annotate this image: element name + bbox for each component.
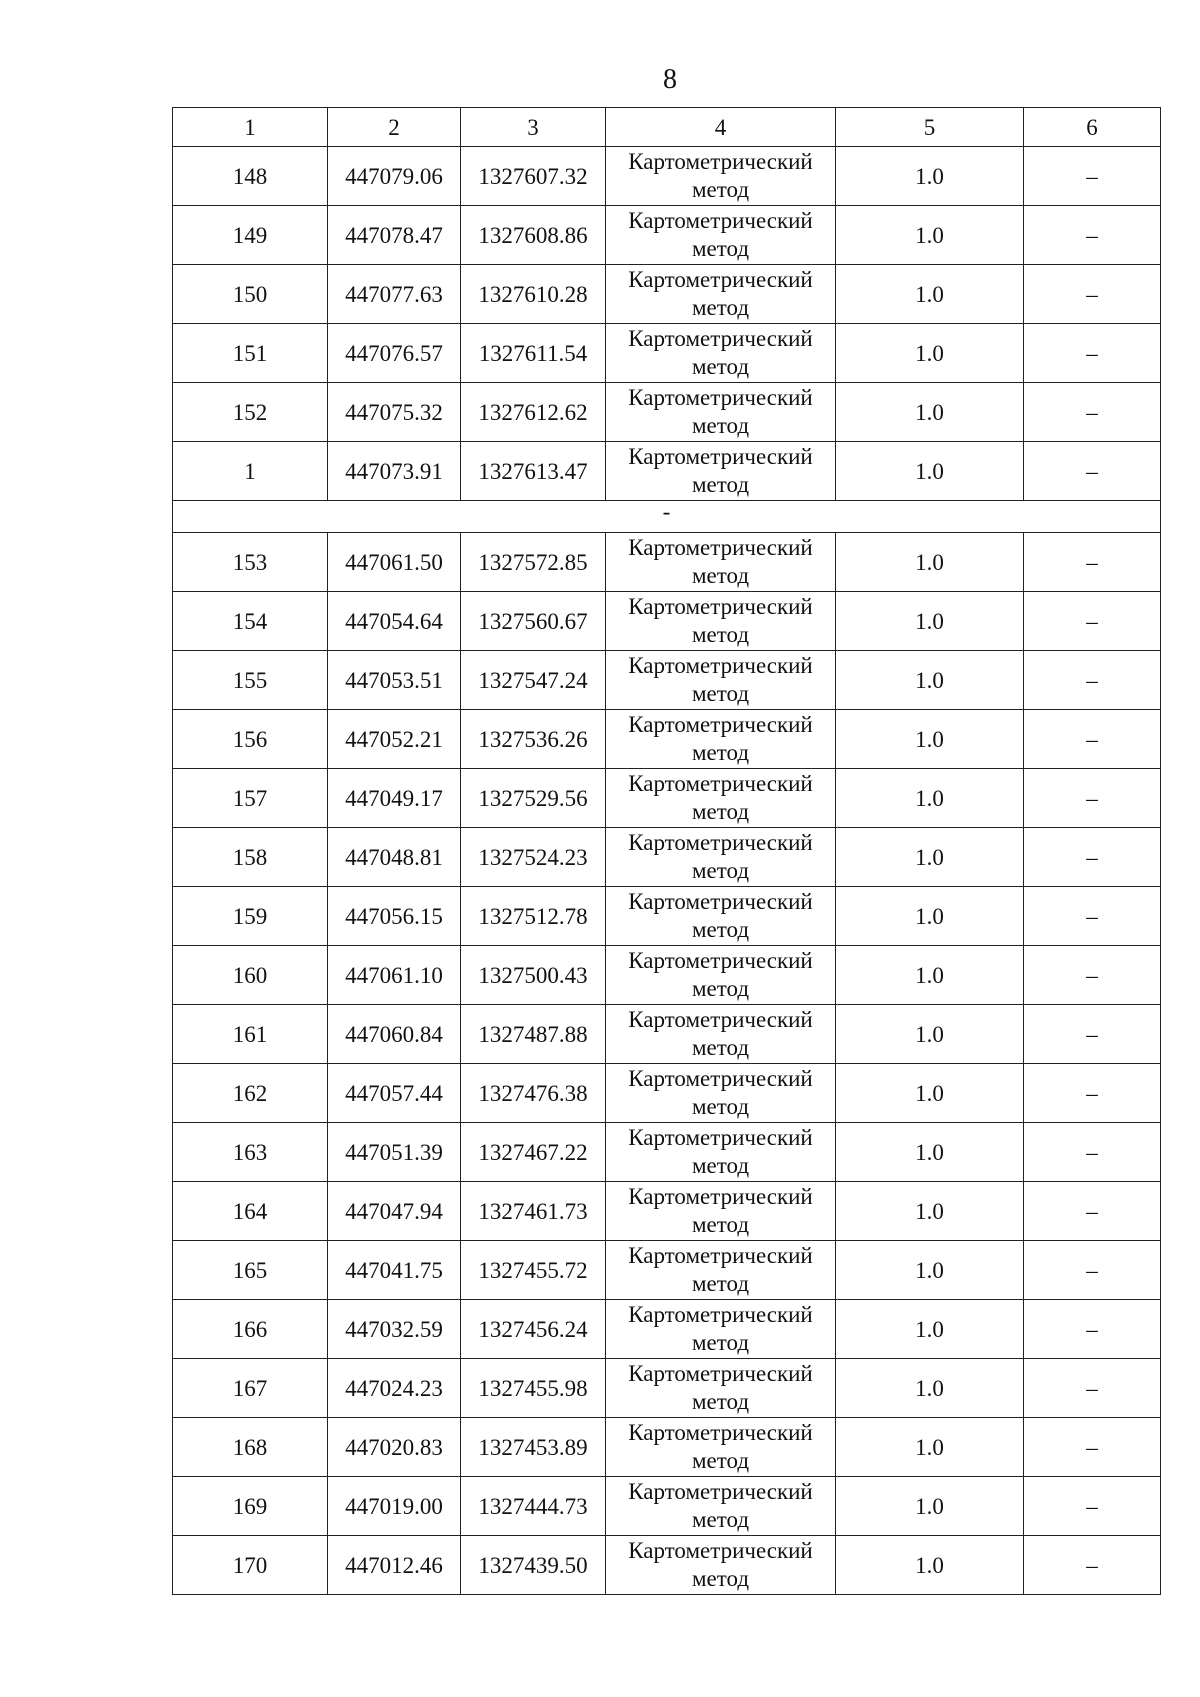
method-line-2: метод (691, 740, 750, 765)
table-row (173, 710, 1161, 769)
method-line-2: метод (691, 1212, 750, 1237)
table-row (173, 147, 1161, 206)
method-line-1: Картометрический (628, 326, 813, 351)
accuracy-cell: 1.0 (836, 946, 1024, 1005)
method-cell (606, 1123, 836, 1182)
method-cell (606, 206, 836, 265)
method-line-1: Картометрический (628, 653, 813, 678)
x-coordinate-cell: 447060.84 (328, 1005, 461, 1064)
x-coordinate-cell: 447020.83 (328, 1418, 461, 1477)
accuracy-cell: 1.0 (836, 887, 1024, 946)
method-line-2: метод (691, 1507, 750, 1532)
point-number-cell: 168 (173, 1418, 328, 1477)
table-body (173, 108, 1161, 1595)
coordinates-table (172, 107, 1161, 1595)
method-line-2: метод (691, 295, 750, 320)
y-coordinate-cell: 1327476.38 (461, 1064, 606, 1123)
method-cell (606, 1005, 836, 1064)
method-cell (606, 324, 836, 383)
x-coordinate-cell: 447054.64 (328, 592, 461, 651)
note-cell: – (1024, 651, 1161, 710)
method-line-2: метод (691, 236, 750, 261)
accuracy-cell: 1.0 (836, 1418, 1024, 1477)
method-line-2: метод (691, 622, 750, 647)
point-number-cell: 169 (173, 1477, 328, 1536)
point-number-cell: 162 (173, 1064, 328, 1123)
method-line-1: Картометрический (628, 712, 813, 737)
method-cell (606, 887, 836, 946)
header-cell-4: 4 (606, 108, 836, 147)
x-coordinate-cell: 447048.81 (328, 828, 461, 887)
method-line-1: Картометрический (628, 889, 813, 914)
table-row (173, 1300, 1161, 1359)
table-row (173, 828, 1161, 887)
point-number-cell: 160 (173, 946, 328, 1005)
y-coordinate-cell: 1327455.72 (461, 1241, 606, 1300)
x-coordinate-cell: 447078.47 (328, 206, 461, 265)
table-row (173, 887, 1161, 946)
point-number-cell: 157 (173, 769, 328, 828)
method-cell (606, 383, 836, 442)
table-row (173, 324, 1161, 383)
y-coordinate-cell: 1327500.43 (461, 946, 606, 1005)
note-cell: – (1024, 1418, 1161, 1477)
point-number-cell: 151 (173, 324, 328, 383)
point-number-cell: 153 (173, 533, 328, 592)
point-number-cell: 158 (173, 828, 328, 887)
table-row (173, 1064, 1161, 1123)
method-line-1: Картометрический (628, 267, 813, 292)
x-coordinate-cell: 447019.00 (328, 1477, 461, 1536)
separator-cell: - (173, 501, 1161, 533)
table-row (173, 265, 1161, 324)
header-cell-3: 3 (461, 108, 606, 147)
x-coordinate-cell: 447056.15 (328, 887, 461, 946)
note-cell: – (1024, 147, 1161, 206)
method-line-1: Картометрический (628, 1125, 813, 1150)
table-row (173, 1536, 1161, 1595)
method-line-2: метод (691, 858, 750, 883)
x-coordinate-cell: 447073.91 (328, 442, 461, 501)
point-number-cell: 155 (173, 651, 328, 710)
y-coordinate-cell: 1327610.28 (461, 265, 606, 324)
method-line-2: метод (691, 563, 750, 588)
method-cell (606, 1182, 836, 1241)
y-coordinate-cell: 1327461.73 (461, 1182, 606, 1241)
accuracy-cell: 1.0 (836, 1182, 1024, 1241)
x-coordinate-cell: 447061.10 (328, 946, 461, 1005)
x-coordinate-cell: 447047.94 (328, 1182, 461, 1241)
accuracy-cell: 1.0 (836, 206, 1024, 265)
point-number-cell: 165 (173, 1241, 328, 1300)
point-number-cell: 170 (173, 1536, 328, 1595)
note-cell: – (1024, 1123, 1161, 1182)
header-cell-1: 1 (173, 108, 328, 147)
method-line-2: метод (691, 1271, 750, 1296)
method-line-2: метод (691, 1448, 750, 1473)
point-number-cell: 150 (173, 265, 328, 324)
point-number-cell: 152 (173, 383, 328, 442)
note-cell: – (1024, 769, 1161, 828)
method-cell (606, 710, 836, 769)
table-row (173, 1477, 1161, 1536)
method-line-1: Картометрический (628, 444, 813, 469)
method-cell (606, 147, 836, 206)
method-line-2: метод (691, 472, 750, 497)
note-cell: – (1024, 1536, 1161, 1595)
point-number-cell: 163 (173, 1123, 328, 1182)
point-number-cell: 167 (173, 1359, 328, 1418)
point-number-cell: 1 (173, 442, 328, 501)
method-line-2: метод (691, 1035, 750, 1060)
method-cell (606, 1536, 836, 1595)
accuracy-cell: 1.0 (836, 592, 1024, 651)
method-line-1: Картометрический (628, 948, 813, 973)
note-cell: – (1024, 533, 1161, 592)
accuracy-cell: 1.0 (836, 1359, 1024, 1418)
method-line-2: метод (691, 799, 750, 824)
method-cell (606, 1064, 836, 1123)
note-cell: – (1024, 1300, 1161, 1359)
table-row (173, 1359, 1161, 1418)
method-cell (606, 1359, 836, 1418)
note-cell: – (1024, 1064, 1161, 1123)
method-cell (606, 828, 836, 887)
y-coordinate-cell: 1327444.73 (461, 1477, 606, 1536)
note-cell: – (1024, 1182, 1161, 1241)
separator-row (173, 501, 1161, 533)
method-line-2: метод (691, 1153, 750, 1178)
accuracy-cell: 1.0 (836, 1536, 1024, 1595)
x-coordinate-cell: 447061.50 (328, 533, 461, 592)
table-row (173, 1005, 1161, 1064)
note-cell: – (1024, 946, 1161, 1005)
accuracy-cell: 1.0 (836, 1123, 1024, 1182)
method-line-1: Картометрический (628, 1479, 813, 1504)
note-cell: – (1024, 1005, 1161, 1064)
table-row (173, 533, 1161, 592)
y-coordinate-cell: 1327467.22 (461, 1123, 606, 1182)
table-row (173, 442, 1161, 501)
method-line-1: Картометрический (628, 1243, 813, 1268)
x-coordinate-cell: 447012.46 (328, 1536, 461, 1595)
note-cell: – (1024, 383, 1161, 442)
x-coordinate-cell: 447075.32 (328, 383, 461, 442)
method-line-2: метод (691, 177, 750, 202)
y-coordinate-cell: 1327487.88 (461, 1005, 606, 1064)
method-cell (606, 1300, 836, 1359)
table-row (173, 206, 1161, 265)
method-line-1: Картометрический (628, 149, 813, 174)
method-line-1: Картометрический (628, 535, 813, 560)
method-line-1: Картометрический (628, 594, 813, 619)
method-cell (606, 1477, 836, 1536)
accuracy-cell: 1.0 (836, 1300, 1024, 1359)
note-cell: – (1024, 442, 1161, 501)
accuracy-cell: 1.0 (836, 147, 1024, 206)
note-cell: – (1024, 324, 1161, 383)
table-row (173, 592, 1161, 651)
note-cell: – (1024, 592, 1161, 651)
header-cell-2: 2 (328, 108, 461, 147)
x-coordinate-cell: 447024.23 (328, 1359, 461, 1418)
method-line-1: Картометрический (628, 1420, 813, 1445)
table-row (173, 383, 1161, 442)
y-coordinate-cell: 1327455.98 (461, 1359, 606, 1418)
method-line-1: Картометрический (628, 1007, 813, 1032)
table-row (173, 1182, 1161, 1241)
method-line-1: Картометрический (628, 385, 813, 410)
method-line-2: метод (691, 917, 750, 942)
table-row (173, 946, 1161, 1005)
note-cell: – (1024, 1359, 1161, 1418)
note-cell: – (1024, 828, 1161, 887)
note-cell: – (1024, 265, 1161, 324)
method-line-1: Картометрический (628, 1066, 813, 1091)
method-line-1: Картометрический (628, 771, 813, 796)
accuracy-cell: 1.0 (836, 442, 1024, 501)
y-coordinate-cell: 1327613.47 (461, 442, 606, 501)
accuracy-cell: 1.0 (836, 1241, 1024, 1300)
method-line-1: Картометрический (628, 1302, 813, 1327)
method-line-2: метод (691, 1389, 750, 1414)
x-coordinate-cell: 447053.51 (328, 651, 461, 710)
note-cell: – (1024, 887, 1161, 946)
method-line-2: метод (691, 1566, 750, 1591)
method-line-2: метод (691, 354, 750, 379)
y-coordinate-cell: 1327608.86 (461, 206, 606, 265)
header-cell-6: 6 (1024, 108, 1161, 147)
point-number-cell: 154 (173, 592, 328, 651)
x-coordinate-cell: 447076.57 (328, 324, 461, 383)
table-row (173, 651, 1161, 710)
x-coordinate-cell: 447079.06 (328, 147, 461, 206)
header-cell-5: 5 (836, 108, 1024, 147)
x-coordinate-cell: 447052.21 (328, 710, 461, 769)
table-row (173, 769, 1161, 828)
method-cell (606, 533, 836, 592)
y-coordinate-cell: 1327453.89 (461, 1418, 606, 1477)
header-row (173, 108, 1161, 147)
y-coordinate-cell: 1327524.23 (461, 828, 606, 887)
method-line-2: метод (691, 1330, 750, 1355)
method-line-2: метод (691, 681, 750, 706)
point-number-cell: 161 (173, 1005, 328, 1064)
note-cell: – (1024, 710, 1161, 769)
method-cell (606, 265, 836, 324)
accuracy-cell: 1.0 (836, 265, 1024, 324)
page-number: 8 (663, 64, 677, 95)
note-cell: – (1024, 206, 1161, 265)
note-cell: – (1024, 1477, 1161, 1536)
method-line-1: Картометрический (628, 830, 813, 855)
y-coordinate-cell: 1327512.78 (461, 887, 606, 946)
method-cell (606, 592, 836, 651)
y-coordinate-cell: 1327547.24 (461, 651, 606, 710)
method-cell (606, 946, 836, 1005)
method-cell (606, 769, 836, 828)
accuracy-cell: 1.0 (836, 1005, 1024, 1064)
point-number-cell: 164 (173, 1182, 328, 1241)
note-cell: – (1024, 1241, 1161, 1300)
x-coordinate-cell: 447041.75 (328, 1241, 461, 1300)
method-line-2: метод (691, 1094, 750, 1119)
method-cell (606, 1418, 836, 1477)
x-coordinate-cell: 447051.39 (328, 1123, 461, 1182)
method-cell (606, 651, 836, 710)
method-line-1: Картометрический (628, 1361, 813, 1386)
y-coordinate-cell: 1327560.67 (461, 592, 606, 651)
y-coordinate-cell: 1327456.24 (461, 1300, 606, 1359)
method-cell (606, 1241, 836, 1300)
x-coordinate-cell: 447077.63 (328, 265, 461, 324)
accuracy-cell: 1.0 (836, 533, 1024, 592)
table-row (173, 1123, 1161, 1182)
x-coordinate-cell: 447057.44 (328, 1064, 461, 1123)
accuracy-cell: 1.0 (836, 1477, 1024, 1536)
point-number-cell: 159 (173, 887, 328, 946)
y-coordinate-cell: 1327611.54 (461, 324, 606, 383)
method-line-1: Картометрический (628, 1184, 813, 1209)
accuracy-cell: 1.0 (836, 710, 1024, 769)
accuracy-cell: 1.0 (836, 651, 1024, 710)
method-line-2: метод (691, 976, 750, 1001)
point-number-cell: 149 (173, 206, 328, 265)
y-coordinate-cell: 1327572.85 (461, 533, 606, 592)
point-number-cell: 166 (173, 1300, 328, 1359)
method-cell (606, 442, 836, 501)
y-coordinate-cell: 1327607.32 (461, 147, 606, 206)
accuracy-cell: 1.0 (836, 769, 1024, 828)
y-coordinate-cell: 1327536.26 (461, 710, 606, 769)
y-coordinate-cell: 1327612.62 (461, 383, 606, 442)
y-coordinate-cell: 1327439.50 (461, 1536, 606, 1595)
table-row (173, 1418, 1161, 1477)
y-coordinate-cell: 1327529.56 (461, 769, 606, 828)
point-number-cell: 156 (173, 710, 328, 769)
method-line-1: Картометрический (628, 1538, 813, 1563)
method-line-1: Картометрический (628, 208, 813, 233)
accuracy-cell: 1.0 (836, 828, 1024, 887)
x-coordinate-cell: 447032.59 (328, 1300, 461, 1359)
method-line-2: метод (691, 413, 750, 438)
accuracy-cell: 1.0 (836, 1064, 1024, 1123)
accuracy-cell: 1.0 (836, 324, 1024, 383)
accuracy-cell: 1.0 (836, 383, 1024, 442)
table-row (173, 1241, 1161, 1300)
point-number-cell: 148 (173, 147, 328, 206)
x-coordinate-cell: 447049.17 (328, 769, 461, 828)
